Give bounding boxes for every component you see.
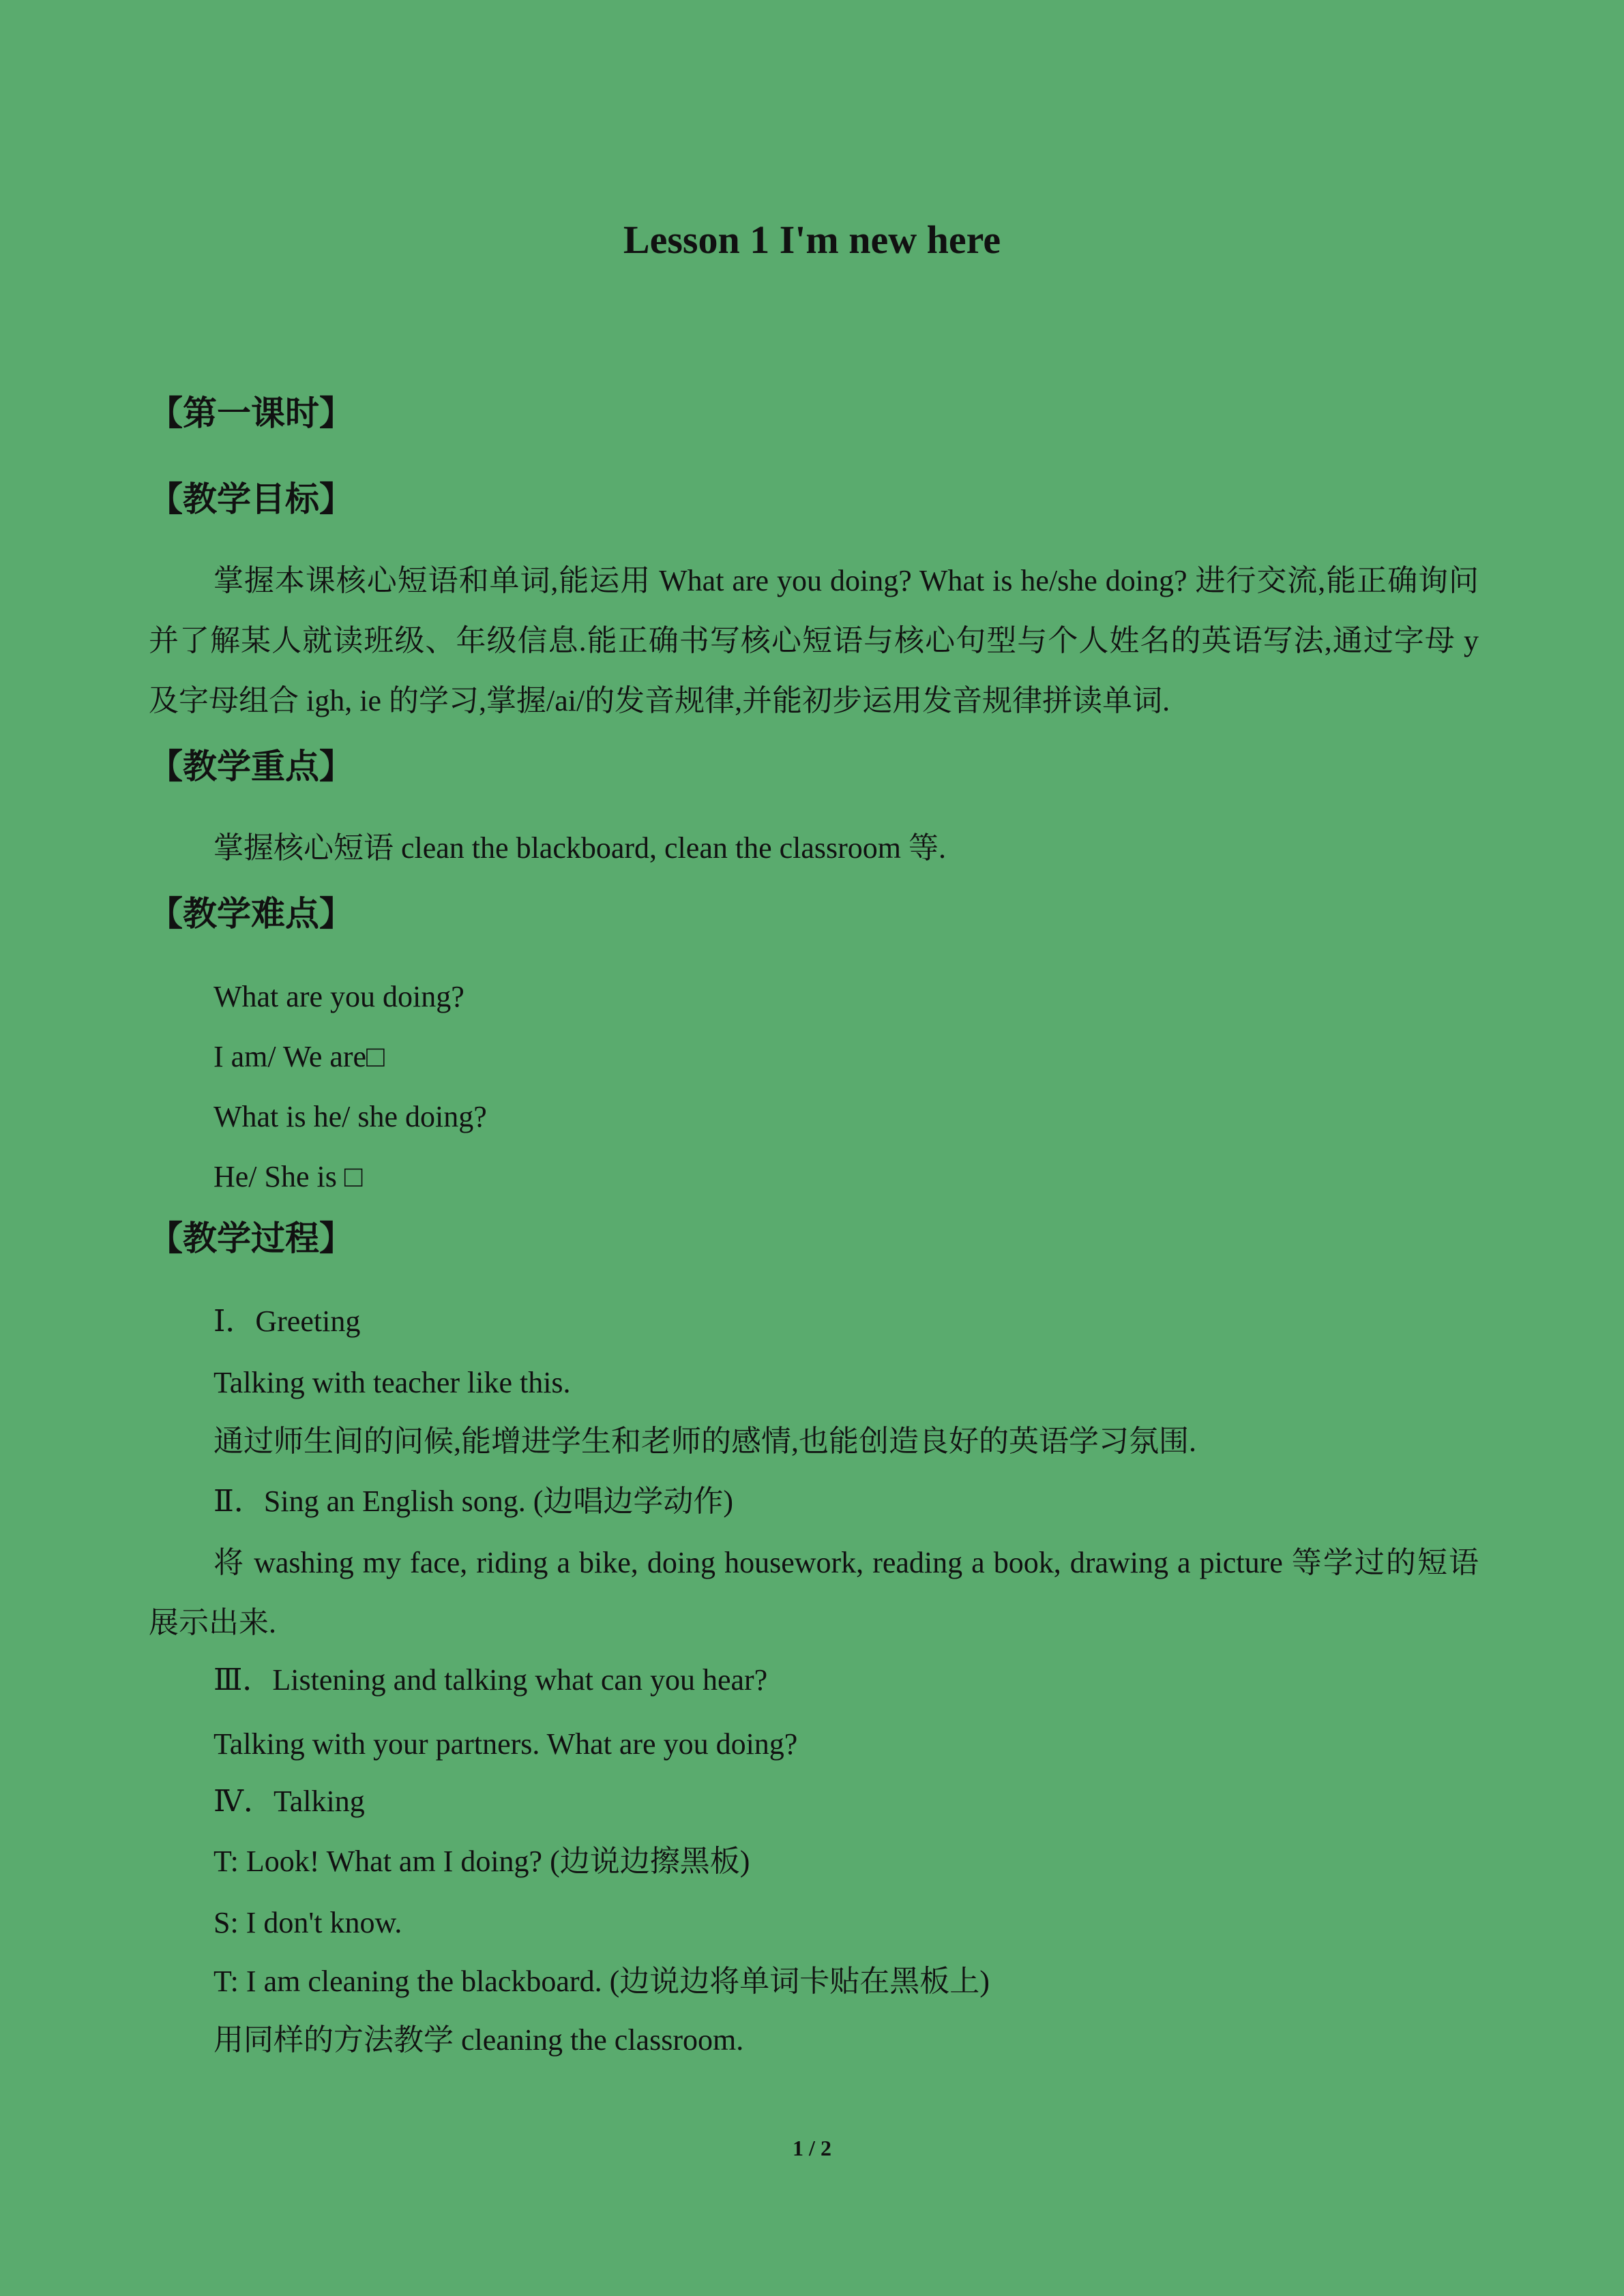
step1-line-1: Talking with teacher like this. xyxy=(213,1366,571,1399)
key-points-heading: 【教学重点】 xyxy=(149,747,353,786)
step2-text: 将 washing my face, riding a bike, doing housework, reading a book, drawing a picture 等学过的短语展示出来. xyxy=(149,1546,1479,1639)
step2-title: Ⅱ．Sing an English song. (边唱边学动作) xyxy=(213,1485,734,1518)
document-title: Lesson 1 I'm new here xyxy=(623,218,1001,262)
objectives-heading: 【教学目标】 xyxy=(149,480,353,518)
period-heading: 【第一课时】 xyxy=(149,394,353,432)
difficulty-line-1: What are you doing? xyxy=(213,980,464,1013)
step4-line-3: T: I am cleaning the blackboard. (边说边将单词卡贴在黑板上) xyxy=(213,1965,990,1998)
process-heading: 【教学过程】 xyxy=(149,1219,353,1257)
step4-title: Ⅳ．Talking xyxy=(213,1785,365,1818)
difficulty-line-2: I am/ We are□ xyxy=(213,1040,385,1073)
page-number: 1 / 2 xyxy=(793,2136,831,2160)
difficulty-line-3: What is he/ she doing? xyxy=(213,1100,487,1133)
key-points-text: 掌握核心短语 clean the blackboard, clean the classroom 等. xyxy=(213,831,947,865)
step3-line-1: Talking with your partners. What are you doing? xyxy=(213,1727,798,1761)
objectives-text: 掌握本课核心短语和单词,能运用 What are you doing? What is he/she doing? 进行交流,能正确询问并了解某人就读班级、年级信息.能正确书写核心短语与核心句型与个人姓名的英语写法,通过字母 y 及字母组合 igh, ie 的学习,掌握/ai/的发音规律,并能初步运用发音规律拼读单词. xyxy=(149,564,1479,717)
step4-line-1: T: Look! What am I doing? (边说边擦黑板) xyxy=(213,1845,750,1878)
step4-line-2: S: I don't know. xyxy=(213,1906,402,1939)
step4-line-4: 用同样的方法教学 cleaning the classroom. xyxy=(213,2023,744,2057)
step1-line-2: 通过师生间的问候,能增进学生和老师的感情,也能创造良好的英语学习氛围. xyxy=(213,1425,1196,1458)
step3-title: Ⅲ．Listening and talking what can you hear? xyxy=(213,1663,768,1697)
difficulties-heading: 【教学难点】 xyxy=(149,895,353,933)
step1-title: Ⅰ．Greeting xyxy=(213,1304,361,1338)
difficulty-line-4: He/ She is □ xyxy=(213,1160,363,1193)
